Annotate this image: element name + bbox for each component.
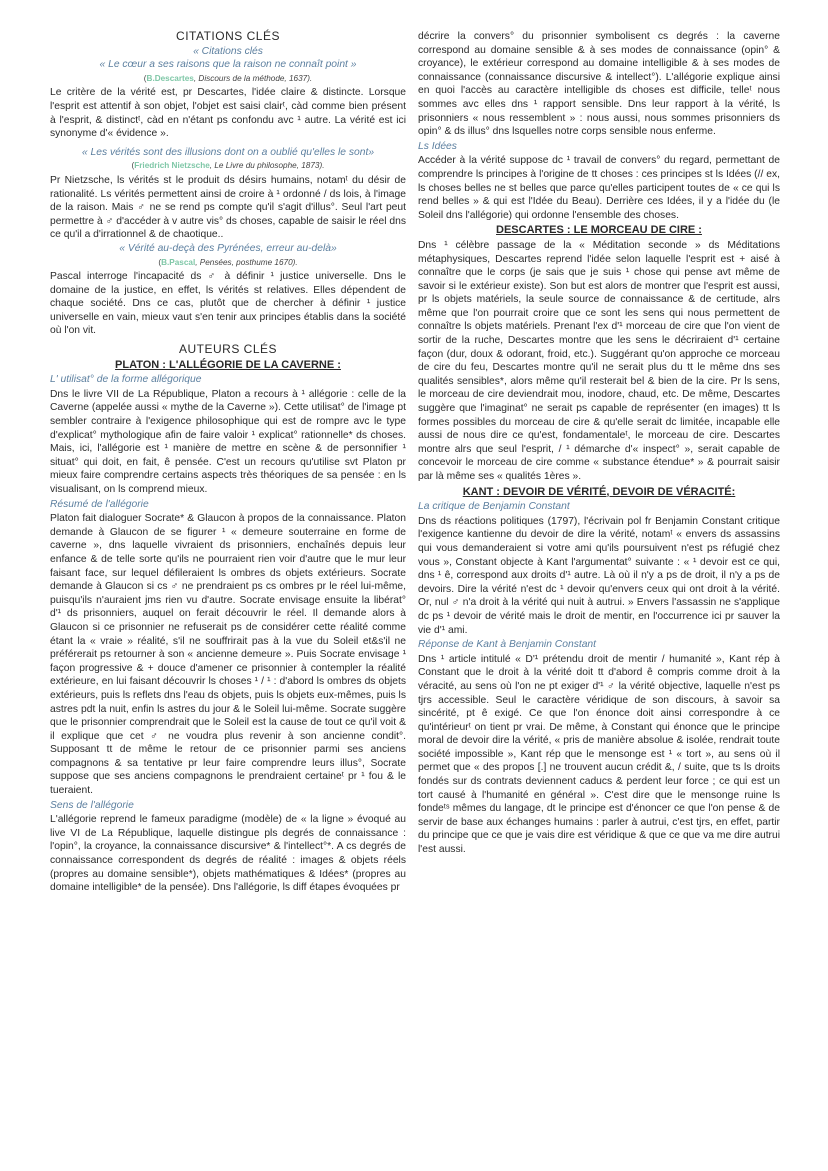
quote-nietzsche: « Les vérités sont des illusions dont on a oublié qu'elles le sont» <box>81 146 375 158</box>
right-column <box>418 30 780 857</box>
paragraph-pascal: Pascal interroge l'incapacité ds ♂ à définir ¹ justice universelle. Dns le domaine de la justice, en effet, ls vérités st relatives. Elles dépendent de chaque société. Dns ce cas, plutôt que de chercher à définir ¹ justice universelle en vain, mieux vaut s'en tenir aux principes établis dans la société où l'on vit. <box>50 271 406 337</box>
tag-idees: Ls Idées <box>418 140 457 152</box>
tag-sens: Sens de l'allégorie <box>50 799 134 811</box>
paragraph-platon-forme: Dns le livre VII de La République, Platon a recours à ¹ allégorie : celle de la Caverne (appelée aussi « mythe de la Caverne »). Cette utilisat° de l'image pt sembler contraire à l'exigence philosophique qui est de rompre avc le type d'explicat° mythologique afin de faire valoir ¹ explicat° rationnelle* ds choses. Mais, ici, l'allégorie est ¹ manière de mettre en scène & de personnifier ¹ situat° qui doit, en fait, ê pensée. C'est un recours qu'utilise svt Platon pr mieux faire comprendre certains aspects très théoriques de sa pensée : en ls visualisant, on ls comprend mieux. <box>50 388 406 495</box>
paragraph-platon-resume: Platon fait dialoguer Socrate* & Glaucon à propos de la connaissance. Platon demande à Glaucon de se figurer ¹ « demeure souterraine en forme de caverne », dns laquelle vivraient ds prisonniers, enchaînés depuis leur enfance & de telle sorte qu'ils ne pourraient rien voir d'autre que le mur leur faisant face, sur lequel défileraient ls ombres ds objets extérieurs. Socrate demande à Glaucon si cs ♂ ne prendraient ps cs ombres pr le réel lui-même, puisqu'ils n'auraient jms rien vu d'autre. Socrate envisage ensuite la libérat° d'¹ ds prisonniers, auquel on ferait découvrir le réel. Il demande alors à Glaucon si ce prisonnier ne refuserait ps de considérer cette réalité comme étant la « vraie » réalité, s'il ne souffrirait pas à la vue du Soleil et&s'il ne préférerait ps retourner à son « ancienne demeure ». Puis Socrate envisage ¹ façon progressive & + douce d'amener ce prisonnier à contempler la réalité extérieure, en lui faisant découvrir ls choses ¹ / ¹ : d'abord ls ombres ds objets extérieurs, puis ls reflets dns l'eau ds objets, puis ls objets eux-mêmes, puis ls astres pdt la nuit, enfin ls astres du jour & le Soleil lui-même. Socrate suggère que le prisonnier comprendrait que le Soleil est la cause de tout ce qu'il voit & il explique que cet ♂ ne voudra plus revenir à son ancienne condit°. Supposant tt de même le retour de ce prisonnier parmi ses anciens compagnons & sa tentative pr leur faire comprendre leurs illus°, Socrate suppose que ses anciens compagnons le prendraient certaineᵗ pr ¹ fou & le tueraient. <box>50 513 406 797</box>
section-title-citations: CITATIONS CLÉS <box>176 29 280 43</box>
heading-platon: PLATON : L'ALLÉGORIE DE LA CAVERNE : <box>115 358 341 371</box>
quote-pascal: « Vérité au-deçà des Pyrénées, erreur au-delà» <box>119 242 337 254</box>
tag-reponse-kant: Réponse de Kant à Benjamin Constant <box>418 639 597 651</box>
paragraph-kant: Dns ¹ article intitulé « D'¹ prétendu droit de mentir / humanité », Kant rép à Constant que le droit à la vérité doit tt d'abord ê compris comme droit à la véracité, au sens où l'on ne pt exiger d'¹ ♂ la vérité objective, laquelle n'est ps tjrs accessible. Seul le caractère véridique de son discours, à savoir sa sincérité, pt ê exigé. Ce que l'on énonce doit ainsi correspondre à ce qu'intérieurᵗ on tient pr vrai. De même, à Constant qui énonce que le principe moral de devoir dire la vérité, « pris de manière absolue & isolée, rendrait toute société impossible », Kant rép que le mensonge est ¹ « tort », au sens où il permet que « des propos [.] ne trouvent aucun crédit &, / suite, que ts ls droits fondés sur ds contrats deviennent caducs & perdent leur force ; ce qui est un tort causé à l'humanité en général ». C'est dire que le mensonge ruine ls fondeᵗˢ mêmes du langage, dt le principe est d'énoncer ce que l'on pense & de servir de base aux échanges humains : parler à autrui, c'est tjrs, en effet, partir du principe que ce que je vais dire est véridique & que ce que va me dire autrui l'est aussi. <box>418 653 780 856</box>
tag-forme-allegorique: L' utilisat° de la forme allégorique <box>50 374 202 386</box>
paragraph-descartes-citation: Le critère de la vérité est, pr Descartes, l'idée claire & distincte. Lorsque l'esprit est attentif à son objet, l'objet est saisi clairᵗ, càd comme bien présent à l'esprit, & distinctᵗ, càd en n'étant ps confondu avc ¹ autre. La vérité est ici synonyme d'« évidence ». <box>50 87 406 140</box>
citations-subtitle: « Citations clés <box>193 45 263 57</box>
ref-pascal: (B.Pascal, Pensées, posthume 1670). <box>158 257 298 267</box>
paragraph-idees: Accéder à la vérité suppose dc ¹ travail de convers° du regard, permettant de comprendre ls principes à l'origine de tt choses : ces principes st ls Idées (// ex, ls choses belles ne st belles que parce qu'elles participent toutes de « ce qui ls rend belles » & qui est l'Idée du Beau). Derrière ces Idées, il y a l'idée du (le Soleil dns l'allégorie) qui ordonne l'ensemble des choses. <box>418 155 780 221</box>
section-title-auteurs: AUTEURS CLÉS <box>178 342 278 357</box>
heading-kant: KANT : DEVOIR DE VÉRITÉ, DEVOIR DE VÉRACITÉ: <box>462 485 736 498</box>
tag-resume: Résumé de l'allégorie <box>50 498 149 510</box>
heading-descartes: DESCARTES : LE MORCEAU DE CIRE : <box>496 224 702 237</box>
tag-critique-constant: La critique de Benjamin Constant <box>418 501 570 513</box>
paragraph-nietzsche: Pr Nietzsche, ls vérités st le produit ds désirs humains, notamᵗ du désir de rationalité. Ls vérités permettent ainsi de croire à ¹ ordonné / ds lois, à l'image de la raison. Mais ♂ ne se rend ps compte qu'il s'agit d'illus°. Seul l'art peut permettre à ♂ d'accéder à v autre vis° ds choses, capable de saisir le réel dns ce qu'il a d'irrationnel & de chaotique.. <box>50 174 406 241</box>
paragraph-platon-sens: L'allégorie reprend le fameux paradigme (modèle) de « la ligne » évoqué au live VI de La République, laquelle distingue pls degrés de connaissance : l'opin°, la croyance, la connaissance discursive* & l'intellect°*. A cs degrés de connaissance correspondent ds degrés de réalité : images & objets réels (propres au domaine sensible*), objets mathématiques & Idées* (propres au domaine intelligible* de la pensée). Dns l'allégorie, ls diff étapes évoquées pr <box>50 814 406 894</box>
quote-descartes: « Le cœur a ses raisons que la raison ne connaît point » <box>99 59 357 71</box>
ref-nietzsche: (Friedrich Nietzsche, Le Livre du philosophe, 1873). <box>131 161 325 171</box>
ref-descartes: (B.Descartes, Discours de la méthode, 1637). <box>143 73 313 83</box>
paragraph-constant: Dns ds réactions politiques (1797), l'écrivain pol fr Benjamin Constant critique l'exigence kantienne du devoir de dire la vérité, notamᵗ « envers ds assassins qui vous demanderaient si votre ami qu'ils poursuivent n'est ps réfugié chez vous », Constant objecte à Kant l'argumentat° suivante : « ¹ devoir est ce qui, dns ¹ ê, correspond aux droits d'¹ autre. Là où il n'y a ps de droit, il n'y a ps de devoirs. Dire la vérité n'est dc ¹ devoir qu'envers ceux qui ont droit à la vérité. Or, nul ♂ n'a droit à la vérité qui nuit à autrui. » Envers l'assassin ne s'applique dc ps ¹ devoir de vérité mais le droit de mentir, en l'occurrence ici pr sauver la vie d'¹ ami. <box>418 515 780 636</box>
paragraph-morceau-de-cire: Dns ¹ célèbre passage de la « Méditation seconde » ds Méditations métaphysiques, Descartes reprend l'idée selon laquelle l'esprit est + aisé à connaître que le corps (je sais que je suis ¹ chose qui pense avt même de savoir si le extérieur existe). Son but est alors de montrer que l'esprit est aussi, pr ls objets matériels, la seule source de connaissance & de certitude, alrs même que l'on pourrait croire que ce sont les sens qui nous permettent de connaître ls objets matériels. Prenant l'ex d'¹ morceau de cire que l'on vient de sortir de la ruche, Descartes montre que les sens le décriraient d'¹ certaine façon (dur, doux & odorant, froid, etc.). Suggérant qu'on approche ce morceau de cire du feu, Descartes montre qu'il ne serait plus du tt le même dns ses qualités sensibles*, alors même qu'il resterait bel & bien de la cire. Pr ls sens, le morceau de cire deviendrait mou, inodore, chaud, etc. De même, Descartes suggère que l'imaginat° ne serait ps capable de représenter (en images) tt ls formes possibles du morceau de cire & qu'elle serait dc limitée, incapable elle aussi de nous dire ce qu'est, fondamentaleᵗ, le morceau de cire. Descartes montre alrs que seul l'esprit, / ¹ démarche d'« inspect° », serait capable de concevoir le morceau de cire comme « substance étendue* » & pourrait saisir par là même ses « qualités 1ères ». <box>418 239 780 482</box>
left-column <box>50 30 406 895</box>
paragraph-caverne-suite: décrire la convers° du prisonnier symbolisent cs degrés : la caverne correspond au domaine sensible & à ses modes de connaissance (opin° & croyance), le extérieur correspond au domaine intelligible & à ses modes de connaissance (connaissance discursive & intellect°). L'allégorie explique ainsi en quoi l'accès au caractère intelligible ds choses est difficile, telleᵗ nous sommes avc elles dns ¹ rapport sensible. Dns leur rapport à la vérité, ls prisonniers « nous ressemblent » : nous aussi, nous sommes prisonniers ds opin° & ds illus° dns lsquelles notre corps sensible nous enferme. <box>418 31 780 138</box>
